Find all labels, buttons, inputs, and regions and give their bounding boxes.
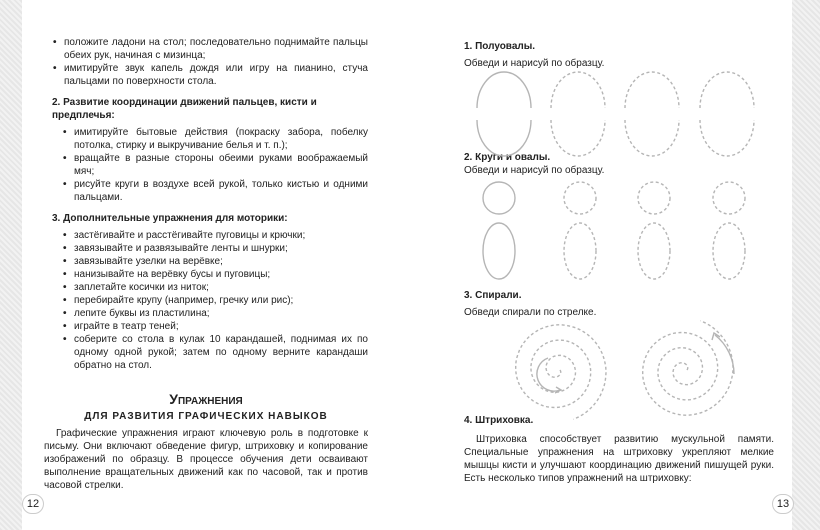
section-heading: 2. Развитие координации движений пальцев, кисти и предплечья: xyxy=(52,97,317,121)
list-item: • рисуйте круги в воздухе всей рукой, только кистью и одними пальцами. xyxy=(62,178,368,204)
dashed-circle xyxy=(713,182,745,214)
dashed-circle xyxy=(564,182,596,214)
sample-circle xyxy=(483,182,515,214)
dashed-circle xyxy=(638,182,670,214)
exercise-instruction: Обведи и нарисуй по образцу. xyxy=(464,58,605,69)
exercise-text: Штриховка способствует развитию мускульной памяти. Специальные упражнения на штриховку укрепляют мелкие мышцы кисти и улучшают координацию движений пишущей руки. Есть несколько типов упражнений на штриховку: xyxy=(464,434,774,484)
dashed-oval xyxy=(564,223,596,279)
sample-oval xyxy=(483,223,515,279)
list-item: • завязывайте узелки на верёвке; xyxy=(62,255,368,268)
dashed-spiral xyxy=(516,325,606,420)
exercise-instruction: Обведи и нарисуй по образцу. xyxy=(464,165,605,176)
list-item: • положите ладони на стол; последовательно поднимайте пальцы обеих рук, начиная с мизинца; xyxy=(52,36,368,62)
list-item: • завязывайте и развязывайте ленты и шнурки; xyxy=(62,242,368,255)
exercise-title: 1. Полуовалы. xyxy=(464,41,536,52)
exercise-instruction: Обведи спирали по стрелке. xyxy=(464,307,597,318)
dashed-oval xyxy=(713,223,745,279)
list-item: • вращайте в разные стороны обеими руками воображаемый мяч; xyxy=(62,152,368,178)
list-item: • перебирайте крупу (например, гречку или рис); xyxy=(62,294,368,307)
sample-semi-oval-top xyxy=(477,72,531,108)
list-item: • играйте в театр теней; xyxy=(62,320,368,333)
section-subtitle: ДЛЯ РАЗВИТИЯ ГРАФИЧЕСКИХ НАВЫКОВ xyxy=(84,411,328,422)
list-item: • имитируйте бытовые действия (покраску забора, побелку потолка, стирку и выкручивание белья и т. п.); xyxy=(62,126,368,152)
page-number: 13 xyxy=(772,494,794,514)
dashed-semi-oval-bottom xyxy=(700,120,754,156)
dashed-spiral xyxy=(643,321,733,416)
dashed-semi-oval-top xyxy=(551,72,605,108)
list-item: • нанизывайте на верёвку бусы и пуговицы; xyxy=(62,268,368,281)
list-item: • заплетайте косички из ниток; xyxy=(62,281,368,294)
exercise-title: 4. Штриховка. xyxy=(464,415,534,426)
list-item: • застёгивайте и расстёгивайте пуговицы и крючки; xyxy=(62,229,368,242)
exercise-title: 3. Спирали. xyxy=(464,290,522,301)
dashed-semi-oval-bottom xyxy=(551,120,605,156)
section-heading: 3. Дополнительные упражнения для моторики: xyxy=(52,213,288,224)
page-number: 12 xyxy=(22,494,44,514)
list-item: • имитируйте звук капель дождя или игру на пианино, стуча пальцами по поверхности стола. xyxy=(52,62,368,88)
sample-semi-oval-bottom xyxy=(477,120,531,156)
section-title: Упражнения xyxy=(169,391,243,407)
dashed-semi-oval-top xyxy=(700,72,754,108)
list-item: • лепите буквы из пластилина; xyxy=(62,307,368,320)
intro-paragraph: Графические упражнения играют ключевую роль в подготовке к письму. Они включают обведение фигур, штриховку и копирование изображений по образцу. В процессе обучения дети осваивают выполнение вращательных движений как по часовой, так и против часовой стрелки. xyxy=(44,428,368,491)
dashed-semi-oval-top xyxy=(625,72,679,108)
dashed-oval xyxy=(638,223,670,279)
list-item: • соберите со стола в кулак 10 карандашей, поднимая их по одному одной рукой; затем по одному верните карандаши обратно на стол. xyxy=(62,333,368,372)
exercise-title: 2. Круги и овалы. xyxy=(464,152,551,163)
dashed-semi-oval-bottom xyxy=(625,120,679,156)
